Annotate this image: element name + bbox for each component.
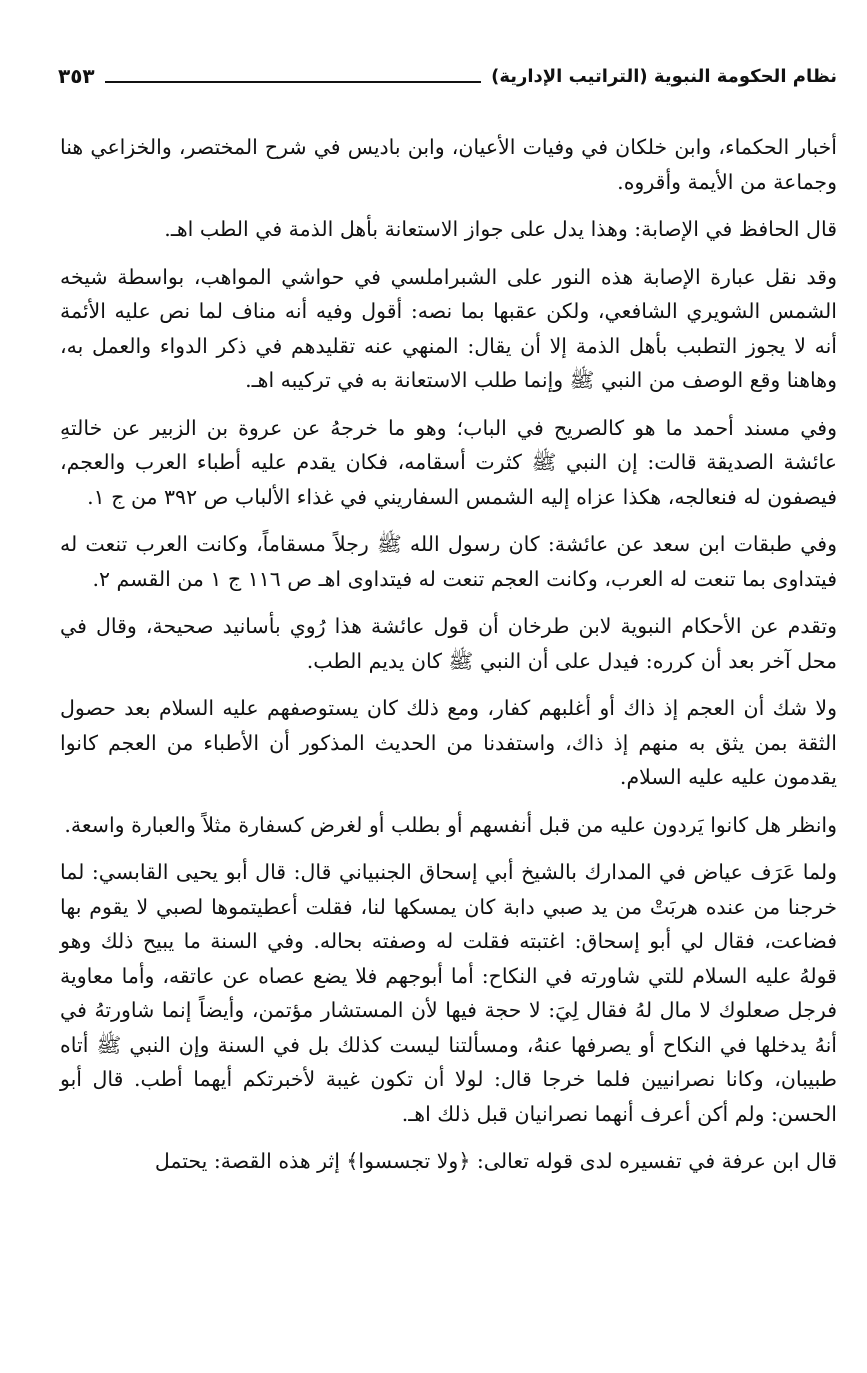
paragraph-3: وقد نقل عبارة الإصابة هذه النور على الشبراملسي في حواشي المواهب، بواسطة شيخه الشمس الشويري الشافعي، ولكن عقبها بما نصه: أقول وفيه أنه مناف لما نص عليه الأئمة أنه لا يجوز التطبب بأهل الذمة إلا أن يقال: المنهي عنه تقليدهم في ذكر الدواء والعمل به، وهاهنا وقع الوصف من النبي ﷺ وإنما طلب الاستعانة به في تركيبه اهـ. bbox=[60, 264, 837, 392]
main-text bbox=[60, 130, 837, 1179]
paragraph-5: وفي طبقات ابن سعد عن عائشة: كان رسول الله ﷺ رجلاً مسقاماً، وكانت العرب تنعت له فيتداوى بما تنعت له العرب، وكانت العجم تنعت له فيتداوى اهـ ص ١١٦ ج ١ من القسم ٢. bbox=[60, 532, 837, 591]
paragraph-2: قال الحافظ في الإصابة: وهذا يدل على جواز الاستعانة بأهل الذمة في الطب اهـ. bbox=[164, 217, 837, 241]
paragraph-9: ولما عَرَف عياض في المدارك بالشيخ أبي إسحاق الجنبياني قال: قال أبو يحيى القابسي: لما خرجنا من عنده هربَتْ من يد صبي دابة كان يمسكها لنا، فقلت أعطيتموها لصبي لا يقوم بها فضاعت، فقال لي أبو إسحاق: اغتبته فقلت له وصفته بحاله. وفي السنة ما يبيح ذلك وهو قولهُ عليه السلام للتي شاورته في النكاح: أما أبوجهم فلا يضع عصاه عن عاتقه، وأما معاوية فرجل صعلوك لا مال لهُ فقال لِيَ: لا حجة فيها لأن المستشار مؤتمن، وأيضاً إنما شاورتهُ في أنهُ يدخلها في النكاح أو يصرفها عنهُ، ومسألتنا ليست كذلك بل في السنة وإن النبي ﷺ أتاه طبيبان، وكانا نصرانيين فلما خرجا قال: لولا أن تكون غيبة لأخبرتكم أيهما أطب. قال أبو الحسن: ولم أكن أعرف أنهما نصرانيان قبل ذلك اهـ. bbox=[60, 860, 837, 1126]
paragraph-8: وانظر هل كانوا يَردون عليه من قبل أنفسهم أو بطلب أو لغرض كسفارة مثلاً والعبارة واسعة. bbox=[64, 812, 837, 837]
page-number: ٣٥٣ bbox=[58, 64, 95, 88]
paragraph-6: وتقدم عن الأحكام النبوية لابن طرخان أن قول عائشة هذا رُوي بأسانيد صحيحة، وقال في محل آخر بعد أن كرره: فيدل على أن النبي ﷺ كان يديم الطب. bbox=[60, 614, 837, 673]
running-title: نظام الحكومة النبوية (التراتيب الإدارية) bbox=[491, 65, 837, 87]
paragraph-4: وفي مسند أحمد ما هو كالصريح في الباب؛ وهو ما خرجهُ عن عروة بن الزبير عن خالتهِ عائشة الصديقة قالت: إن النبي ﷺ كثرت أسقامه، فكان يقدم عليه أطباء العرب والعجم، فيصفون له فنعالجه، هكذا عزاه إليه الشمس السفاريني في غذاء الألباب ص ٣٩٢ من ج ١. bbox=[60, 415, 837, 509]
paragraph-1: أخبار الحكماء، وابن خلكان في وفيات الأعيان، وابن باديس في شرح المختصر، والخزاعي هنا وجماعة من الأيمة وأقروه. bbox=[60, 135, 837, 194]
paragraph-10: قال ابن عرفة في تفسيره لدى قوله تعالى: ﴿ولا تجسسوا﴾ إثر هذه القصة: يحتمل bbox=[154, 1149, 837, 1173]
header-rule bbox=[105, 81, 481, 83]
paragraph-7: ولا شك أن العجم إذ ذاك أو أغلبهم كفار، ومع ذلك كان يستوصفهم عليه السلام بعد حصول الثقة بمن يثق به منهم إذ ذاك، واستفدنا من الحديث المذكور أن الأطباء من العجم كانوا يقدمون عليه عليه السلام. bbox=[60, 696, 837, 789]
page-header bbox=[58, 56, 837, 96]
